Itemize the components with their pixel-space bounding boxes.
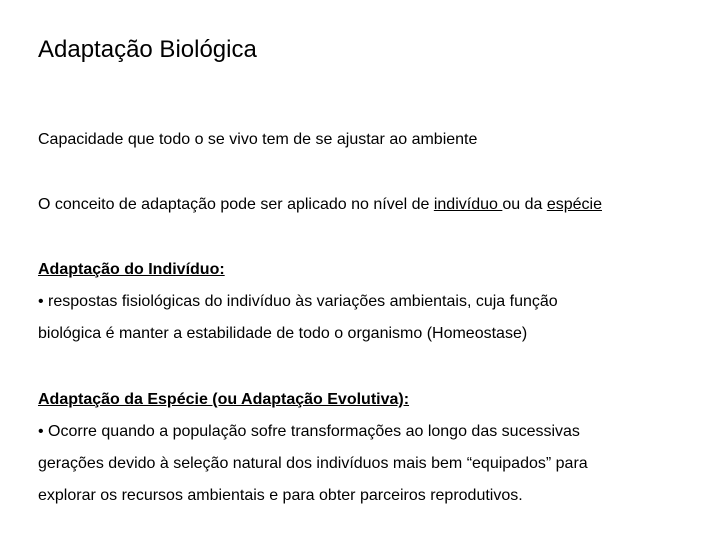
species-bullet-line-3: explorar os recursos ambientais e para obter parceiros reprodutivos.: [38, 487, 523, 504]
individual-bullet-line-2: biológica é manter a estabilidade de todo o organismo (Homeostase): [38, 325, 528, 342]
species-bullet-line-1: • Ocorre quando a população sofre transformações ao longo das sucessivas: [38, 423, 580, 440]
individual-bullet-line-1: • respostas fisiológicas do indivíduo às variações ambientais, cuja função: [38, 293, 558, 310]
term-especie: espécie: [546, 196, 602, 213]
definition-text: Capacidade que todo o se vivo tem de se ajustar ao ambiente: [38, 131, 478, 148]
concept-text-start: O conceito de adaptação pode ser aplicado no nível de: [38, 196, 434, 213]
slide-title: Adaptação Biológica: [38, 36, 257, 63]
individual-heading: Adaptação do Indivíduo:: [38, 261, 225, 278]
concept-text-middle: ou da: [502, 196, 547, 213]
species-bullet-line-2: gerações devido à seleção natural dos indivíduos mais bem “equipados” para: [38, 455, 588, 472]
term-individuo: indivíduo: [433, 196, 503, 213]
concept-text: [38, 194, 602, 216]
species-heading: Adaptação da Espécie (ou Adaptação Evolutiva):: [38, 391, 410, 408]
